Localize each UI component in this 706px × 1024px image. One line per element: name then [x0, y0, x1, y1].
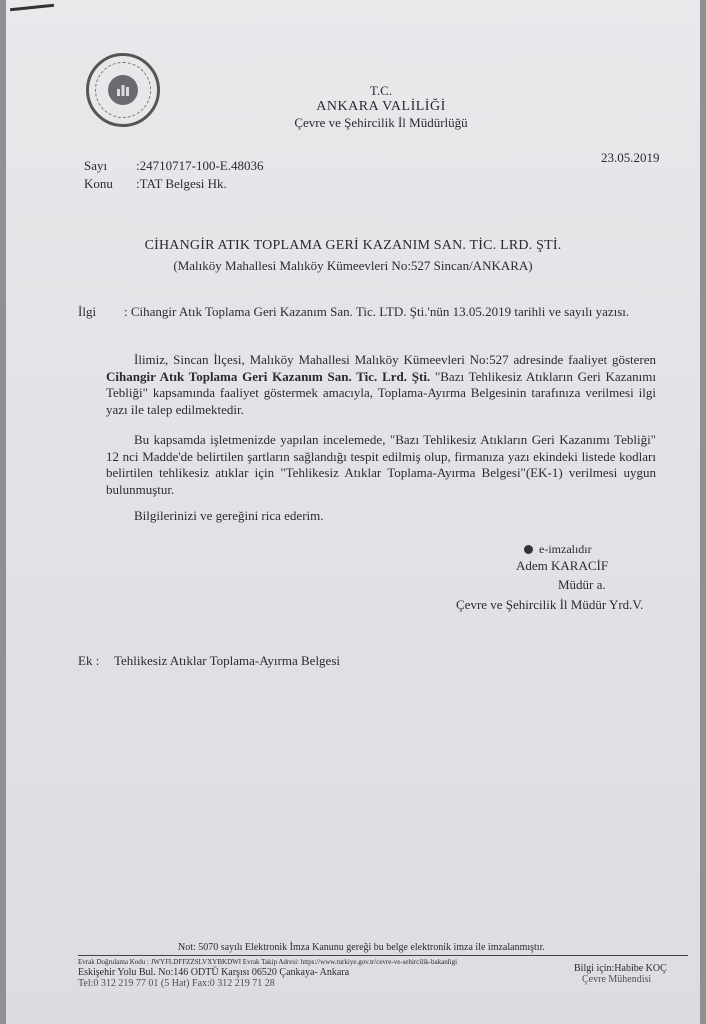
- signer-title-1: Müdür a.: [558, 577, 606, 592]
- p1-company-bold: Cihangir Atık Toplama Geri Kazanım San. Tic. Lrd. Şti.: [106, 368, 431, 384]
- ilgi-label: İlgi: [78, 304, 97, 319]
- footer-contact: Bilgi için:Habibe KOÇ: [574, 963, 667, 974]
- p1-text-b: "Bazı Tehlikesiz Atıkların Geri Kazanımı Tebliği" kapsamında faaliyet göstermek amacıyla, Toplama-Ayırma Belgesinin tarafınıza verilmesi ilgi yazı ile talep edilmektedir.: [106, 368, 656, 417]
- e-signature-mark: [524, 541, 592, 557]
- body-paragraph-2: Bu kapsamda işletmenizde yapılan incelemede, "Bazı Tehlikesiz Atıkların Geri Kazanımı Tebliği" 12 nci Madde'de belirtilen şartların sağlandığı tespit edilmiş olup, firmanıza yazı ekindeki listede kodları belirtilen tehlikesiz atıklar için "Tehlikesiz Atıklar Toplama-Ayırma Belgesi"(EK-1) verilmesi uygun bulunmuştur.: [106, 432, 656, 497]
- footer-esign-note: Not: 5070 sayılı Elektronik İmza Kanunu gereği bu belge elektronik imza ile imzalanmıştır.: [178, 942, 545, 953]
- ilgi-text: : Cihangir Atık Toplama Geri Kazanım San. Tic. LTD. Şti.'nün 13.05.2019 tarihli ve sayılı yazısı.: [124, 304, 630, 319]
- footer-phone: Tel:0 312 219 77 01 (5 Hat) Fax:0 312 219 71 28: [78, 978, 275, 989]
- footer-divider: [78, 955, 688, 956]
- document-date: 23.05.2019: [601, 150, 660, 165]
- attachment-text: Tehlikesiz Atıklar Toplama-Ayırma Belgesi: [114, 653, 340, 668]
- signer-name: Adem KARACİF: [516, 558, 609, 573]
- letterhead: [256, 83, 506, 131]
- attachment-label: Ek :: [78, 653, 100, 668]
- header-tc: T.C.: [369, 83, 393, 98]
- e-signature-text: e-imzalıdır: [539, 542, 592, 556]
- ref-konu: [84, 176, 227, 192]
- konu-value: :TAT Belgesi Hk.: [136, 176, 227, 191]
- body-paragraph-1: [106, 352, 656, 418]
- ref-sayi: [84, 158, 263, 174]
- recipient-address: (Malıköy Mahallesi Malıköy Kümeevleri No:527 Sincan/ANKARA): [173, 258, 533, 273]
- sayi-value: :24710717-100-E.48036: [136, 158, 264, 173]
- p1-text-a: İlimiz, Sincan İlçesi, Malıköy Mahallesi Malıköy Kümeevleri No:527 adresinde faaliyet gösteren: [134, 352, 656, 367]
- recipient-name: CİHANGİR ATIK TOPLAMA GERİ KAZANIM SAN. TİC. LRD. ŞTİ.: [144, 238, 562, 253]
- sayi-label: Sayı: [84, 158, 108, 173]
- ribbon-icon: [524, 545, 533, 554]
- footer-contact-title: Çevre Mühendisi: [582, 974, 652, 985]
- signer-title-2: Çevre ve Şehircilik İl Müdür Yrd.V.: [456, 597, 644, 612]
- document-page: [6, 0, 700, 1024]
- pen-mark: [10, 4, 54, 12]
- header-directorate: Çevre ve Şehircilik İl Müdürlüğü: [294, 115, 468, 130]
- body-paragraph-3: Bilgilerinizi ve gereğini rica ederim.: [134, 508, 324, 523]
- konu-label: Konu: [84, 176, 113, 191]
- footer-verification: Evrak Doğrulama Kodu : JWYFLDFFZZSLVXYBKDWI Evrak Takip Adresi: https://www.turkiye.gov.tr/cevre-ve-sehircilik-bakanligi: [78, 958, 458, 966]
- ministry-seal-icon: [86, 53, 160, 127]
- footer-address: Eskişehir Yolu Bul. No:146 ODTÜ Karşısı 06520 Çankaya- Ankara: [78, 967, 350, 978]
- header-governorship: ANKARA VALİLİĞİ: [316, 99, 446, 114]
